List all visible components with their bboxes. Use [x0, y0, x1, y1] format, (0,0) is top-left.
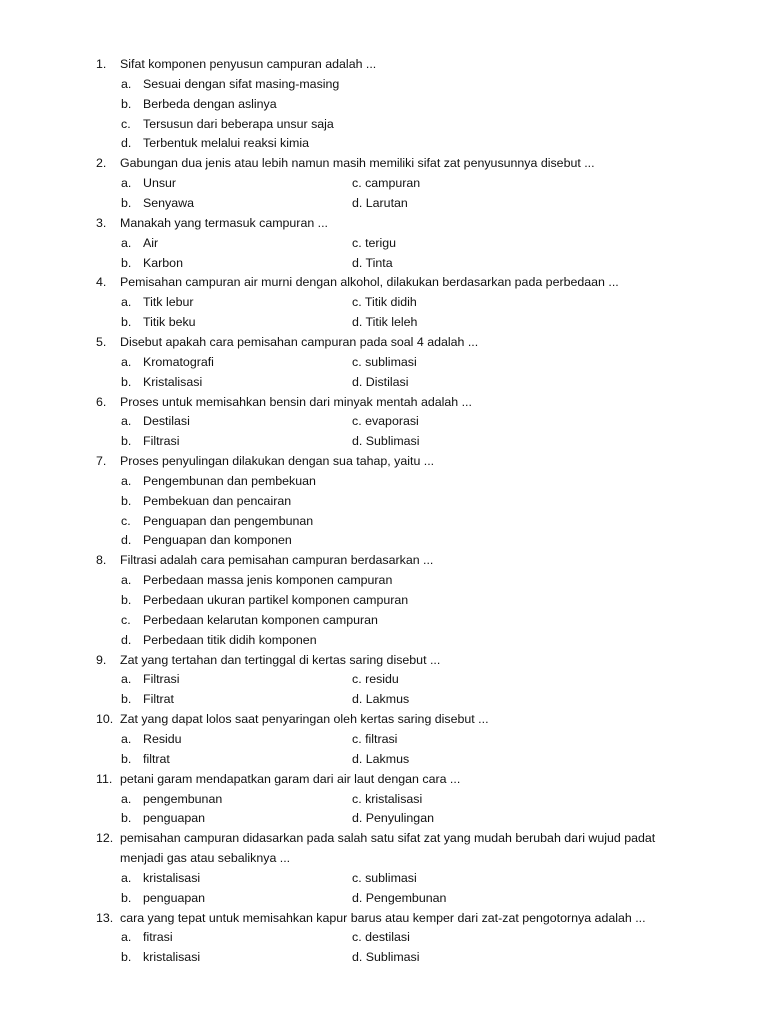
option-right: c. campuran: [352, 176, 421, 191]
question-10-text: [0, 709, 768, 729]
option-right: c. filtrasi: [352, 731, 398, 746]
answer-option-row: [0, 133, 768, 153]
option-letter: d.: [121, 136, 132, 151]
answer-option-row: [0, 114, 768, 134]
option-text: filtrat: [143, 751, 170, 766]
option-text: Air: [143, 235, 159, 250]
option-text: Pengembunan dan pembekuan: [143, 473, 316, 488]
question-3-text: [0, 213, 768, 233]
answer-option-row: [0, 292, 768, 312]
option-right: c. evaporasi: [352, 414, 419, 429]
option-text: Penguapan dan komponen: [143, 533, 292, 548]
answer-option-row: [0, 749, 768, 769]
option-letter: b.: [121, 96, 132, 111]
option-text: fitrasi: [143, 930, 173, 945]
option-text: Unsur: [143, 176, 177, 191]
question-text: petani garam mendapatkan garam dari air laut dengan cara ...: [120, 771, 461, 786]
option-right: c. sublimasi: [352, 354, 417, 369]
answer-option-row: [0, 927, 768, 947]
question-5-text: [0, 332, 768, 352]
option-text: Perbedaan ukuran partikel komponen campuran: [143, 593, 409, 607]
answer-option-row: [0, 590, 768, 610]
answer-option-row: [0, 74, 768, 94]
option-right: c. kristalisasi: [352, 791, 423, 806]
option-letter: d.: [121, 632, 132, 647]
option-text: Destilasi: [143, 414, 190, 429]
option-right: d. Lakmus: [352, 751, 410, 766]
question-number: 11.: [96, 771, 113, 786]
question-number: 10.: [96, 712, 114, 727]
answer-option-row: [0, 491, 768, 511]
answer-option-row: [0, 233, 768, 253]
option-letter: b.: [121, 493, 132, 508]
option-text: Terbentuk melalui reaksi kimia: [143, 136, 309, 151]
option-text: kristalisasi: [143, 870, 201, 885]
question-text: pemisahan campuran didasarkan pada salah satu sifat zat yang mudah berubah dari wujud padat: [120, 831, 656, 846]
question-4-text: [0, 272, 768, 292]
answer-option-row: [0, 610, 768, 630]
option-letter: b.: [121, 434, 132, 449]
option-text: Berbeda dengan aslinya: [143, 96, 277, 111]
option-text: penguapan: [143, 890, 206, 905]
answer-option-row: [0, 511, 768, 531]
answer-option-row: [0, 471, 768, 491]
question-text: Zat yang dapat lolos saat penyaringan oleh kertas saring disebut ...: [120, 712, 489, 727]
question-text: cara yang tepat untuk memisahkan kapur barus atau kemper dari zat-zat pengotornya adalah ...: [120, 910, 646, 925]
option-text: pengembunan: [143, 791, 223, 806]
option-text: Kristalisasi: [143, 374, 203, 389]
question-number: 3.: [96, 215, 107, 230]
option-letter: b.: [121, 811, 132, 826]
question-number: 6.: [96, 394, 107, 409]
answer-option-row: [0, 868, 768, 888]
question-number: 5.: [96, 334, 107, 349]
option-letter: a.: [121, 672, 132, 687]
question-number: 12.: [96, 831, 114, 846]
question-text: Sifat komponen penyusun campuran adalah ...: [120, 57, 377, 71]
option-right: c. sublimasi: [352, 870, 417, 885]
answer-option-row: [0, 669, 768, 689]
option-text: Titik beku: [143, 315, 196, 330]
question-text: Proses untuk memisahkan bensin dari minyak mentah adalah ...: [120, 394, 472, 409]
question-12-text: [0, 848, 768, 868]
answer-option-row: [0, 947, 768, 967]
option-letter: a.: [121, 176, 132, 191]
option-letter: b.: [121, 692, 132, 707]
option-letter: a.: [121, 295, 132, 310]
option-letter: b.: [121, 255, 132, 270]
option-right: d. Titik leleh: [352, 315, 418, 330]
option-letter: a.: [121, 791, 132, 806]
question-number: 9.: [96, 652, 107, 667]
option-text: Perbedaan massa jenis komponen campuran: [143, 573, 393, 588]
question-2-text: [0, 153, 768, 173]
option-letter: a.: [121, 235, 132, 250]
option-letter: b.: [121, 374, 132, 389]
option-letter: c.: [121, 116, 131, 131]
question-7-text: [0, 451, 768, 471]
option-right: c. Titik didih: [352, 295, 417, 310]
question-text: menjadi gas atau sebaliknya ...: [120, 851, 291, 865]
option-text: Filtrat: [143, 692, 174, 707]
option-text: Residu: [143, 731, 182, 746]
option-letter: b.: [121, 751, 132, 766]
option-right: c. terigu: [352, 235, 397, 250]
option-right: d. Sublimasi: [352, 950, 420, 965]
option-letter: b.: [121, 950, 132, 965]
option-letter: c.: [121, 612, 131, 627]
question-text: Proses penyulingan dilakukan dengan sua tahap, yaitu ...: [120, 454, 435, 468]
option-text: Perbedaan titik didih komponen: [143, 632, 317, 647]
option-right: d. Distilasi: [352, 374, 409, 389]
option-text: Karbon: [143, 255, 183, 270]
option-right: d. Penyulingan: [352, 811, 434, 826]
option-text: Sesuai dengan sifat masing-masing: [143, 76, 340, 91]
option-right: d. Larutan: [352, 196, 408, 210]
option-letter: a.: [121, 573, 132, 588]
option-letter: a.: [121, 414, 132, 429]
option-letter: a.: [121, 76, 132, 91]
answer-option-row: [0, 352, 768, 372]
option-right: d. Sublimasi: [352, 434, 420, 449]
option-letter: a.: [121, 870, 132, 885]
option-letter: b.: [121, 196, 132, 210]
option-letter: b.: [121, 890, 132, 905]
option-letter: b.: [121, 315, 132, 330]
question-text: Manakah yang termasuk campuran ...: [120, 215, 328, 230]
answer-option-row: [0, 530, 768, 550]
option-right: c. destilasi: [352, 930, 410, 945]
answer-option-row: [0, 808, 768, 828]
option-letter: c.: [121, 513, 131, 528]
answer-option-row: [0, 411, 768, 431]
option-letter: b.: [121, 593, 132, 607]
question-number: 4.: [96, 275, 107, 290]
question-number: 13.: [96, 910, 114, 925]
answer-option-row: [0, 789, 768, 809]
answer-option-row: [0, 630, 768, 650]
question-6-text: [0, 392, 768, 412]
option-text: penguapan: [143, 811, 206, 826]
answer-option-row: [0, 173, 768, 193]
option-text: kristalisasi: [143, 950, 201, 965]
question-text: Disebut apakah cara pemisahan campuran pada soal 4 adalah ...: [120, 334, 479, 349]
answer-option-row: [0, 94, 768, 114]
answer-option-row: [0, 689, 768, 709]
answer-option-row: [0, 729, 768, 749]
option-text: Titk lebur: [143, 295, 194, 310]
option-text: Filtrasi: [143, 672, 180, 687]
question-text: Filtrasi adalah cara pemisahan campuran berdasarkan ...: [120, 553, 434, 568]
question-text: Pemisahan campuran air murni dengan alkohol, dilakukan berdasarkan pada perbedaan ...: [120, 275, 619, 290]
question-number: 7.: [96, 454, 107, 468]
answer-option-row: [0, 193, 768, 213]
question-1-text: [0, 54, 768, 74]
question-12-text: [0, 828, 768, 848]
question-8-text: [0, 550, 768, 570]
question-9-text: [0, 650, 768, 670]
option-right: d. Lakmus: [352, 692, 410, 707]
option-letter: a.: [121, 354, 132, 369]
answer-option-row: [0, 431, 768, 451]
answer-option-row: [0, 253, 768, 273]
option-text: Senyawa: [143, 196, 194, 210]
question-text: Zat yang tertahan dan tertinggal di kertas saring disebut ...: [120, 652, 441, 667]
option-letter: a.: [121, 930, 132, 945]
option-right: d. Tinta: [352, 255, 393, 270]
option-text: Perbedaan kelarutan komponen campuran: [143, 612, 378, 627]
option-right: c. residu: [352, 672, 399, 687]
option-right: d. Pengembunan: [352, 890, 447, 905]
question-13-text: [0, 908, 768, 928]
question-number: 2.: [96, 156, 107, 171]
answer-option-row: [0, 312, 768, 332]
option-text: Filtrasi: [143, 434, 180, 449]
question-11-text: [0, 769, 768, 789]
option-text: Kromatografi: [143, 354, 214, 369]
question-number: 8.: [96, 553, 107, 568]
option-text: Penguapan dan pengembunan: [143, 513, 314, 528]
option-text: Tersusun dari beberapa unsur saja: [143, 116, 334, 131]
option-letter: a.: [121, 731, 132, 746]
question-text: Gabungan dua jenis atau lebih namun masih memiliki sifat zat penyusunnya disebut ...: [120, 156, 595, 171]
answer-option-row: [0, 372, 768, 392]
answer-option-row: [0, 570, 768, 590]
option-letter: a.: [121, 473, 132, 488]
option-text: Pembekuan dan pencairan: [143, 493, 292, 508]
answer-option-row: [0, 888, 768, 908]
option-letter: d.: [121, 533, 132, 548]
question-number: 1.: [96, 57, 107, 71]
